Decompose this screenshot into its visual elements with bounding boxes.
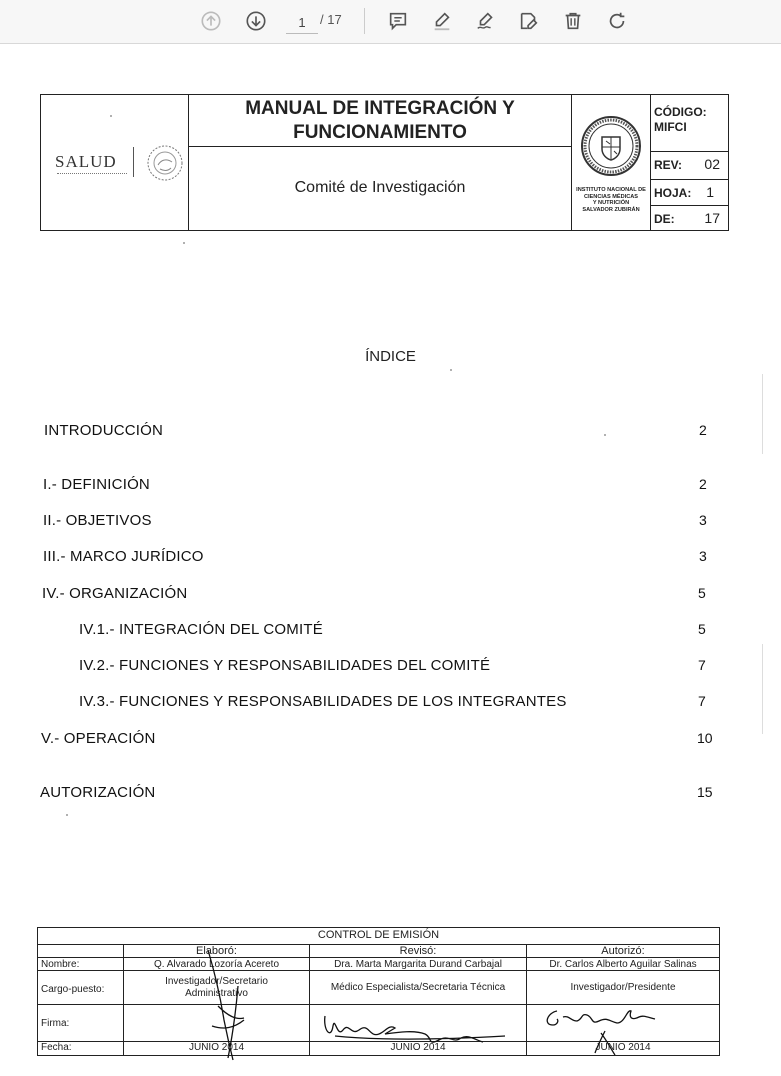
institution-line: Y NUTRICIÓN (592, 200, 630, 206)
toc-entry[interactable]: IV.2.- FUNCIONES Y RESPONSABILIDADES DEL COMITÉ (79, 657, 491, 674)
title-line-2: FUNCIONAMIENTO (293, 122, 467, 143)
rev-label: REV: (654, 158, 683, 172)
institution-line: SALVADOR ZUBIRÁN (582, 206, 640, 213)
codigo-value: MIFCI (654, 120, 687, 134)
toc-entry[interactable]: IV.1.- INTEGRACIÓN DEL COMITÉ (79, 621, 323, 638)
scan-speck (183, 242, 185, 244)
salud-logo-text: SALUD (55, 152, 117, 171)
hoja-label: HOJA: (654, 186, 692, 200)
row-label-nombre: Nombre: (41, 959, 80, 970)
pdf-toolbar (0, 0, 781, 44)
signature-elaboro (198, 946, 258, 1064)
arrow-down-icon[interactable] (242, 7, 270, 35)
col-header-autorizo: Autorizó: (601, 945, 645, 957)
de-label: DE: (654, 212, 675, 226)
scan-speck (450, 369, 452, 371)
toc-entry[interactable]: II.- OBJETIVOS (43, 512, 152, 529)
row-label-fecha: Fecha: (41, 1042, 72, 1053)
date-reviso: JUNIO 2014 (390, 1042, 446, 1053)
hoja-row (651, 180, 728, 206)
toc-page: 15 (697, 784, 713, 800)
control-table (37, 927, 720, 1056)
signature-reviso (321, 1006, 521, 1046)
col-header-reviso: Revisó: (399, 945, 437, 957)
institution-cell (572, 95, 651, 230)
edit-text-icon[interactable] (515, 7, 543, 35)
name-reviso: Dra. Marta Margarita Durand Carbajal (334, 959, 502, 970)
toc-page: 10 (697, 730, 713, 746)
col-header-elaboro: Elaboró: (196, 945, 237, 957)
hoja-value: 1 (706, 184, 714, 200)
toc-entry[interactable]: III.- MARCO JURÍDICO (43, 548, 204, 565)
position-elaboro: Investigador/Secretario Administrativo (165, 976, 268, 999)
name-elaboro: Q. Alvarado Lozoría Acereto (153, 959, 280, 970)
table-line (38, 957, 719, 958)
signature-autorizo (543, 1003, 673, 1055)
rev-row (651, 152, 728, 180)
de-row (651, 206, 728, 230)
toc-entry[interactable]: I.- DEFINICIÓN (43, 476, 150, 493)
position-reviso: Médico Especialista/Secretaria Técnica (330, 982, 506, 993)
codigo-row (651, 95, 728, 152)
logo-divider (133, 147, 134, 177)
control-title: CONTROL DE EMISIÓN (317, 929, 440, 941)
title-cell (189, 95, 572, 230)
scan-speck (66, 814, 68, 816)
highlight-icon[interactable] (428, 7, 456, 35)
toc-page: 7 (698, 693, 706, 709)
toc-entry[interactable]: IV.- ORGANIZACIÓN (42, 585, 188, 602)
document-header (40, 94, 729, 231)
mexico-seal-icon (145, 143, 185, 183)
redo-icon[interactable] (603, 7, 631, 35)
document-subtitle: Comité de Investigación (294, 179, 466, 196)
de-value: 17 (704, 210, 720, 226)
scan-edge (762, 374, 763, 454)
date-autorizo: JUNIO 2014 (595, 1042, 651, 1053)
institution-seal-icon (580, 107, 642, 185)
toc-entry[interactable]: INTRODUCCIÓN (44, 422, 164, 439)
row-label-cargo: Cargo-puesto: (41, 984, 105, 995)
arrow-up-icon[interactable] (197, 7, 225, 35)
toc-page: 3 (699, 512, 707, 528)
toc-page: 7 (698, 657, 706, 673)
delete-icon[interactable] (559, 7, 587, 35)
codigo-label: CÓDIGO: (654, 105, 707, 119)
toc-entry[interactable]: AUTORIZACIÓN (40, 784, 156, 801)
date-elaboro: JUNIO 2014 (188, 1042, 245, 1053)
scan-edge (762, 644, 763, 734)
toc-page: 5 (698, 585, 706, 601)
salud-logo-cell (41, 95, 189, 230)
institution-name (574, 187, 648, 213)
title-divider (189, 146, 571, 147)
toolbar-divider (364, 8, 365, 34)
row-label-firma: Firma: (41, 1018, 70, 1029)
title-line-1: MANUAL DE INTEGRACIÓN Y (245, 98, 515, 119)
toc-page: 5 (698, 621, 706, 637)
table-line (38, 970, 719, 971)
toc-page: 2 (699, 476, 707, 492)
toc-entry[interactable]: IV.3.- FUNCIONES Y RESPONSABILIDADES DE LOS INTEGRANTES (79, 693, 567, 710)
toc-entry[interactable]: V.- OPERACIÓN (41, 730, 156, 747)
position-autorizo: Investigador/Presidente (570, 982, 676, 993)
page-total: / 17 (320, 12, 342, 27)
institution-line: CIENCIAS MÉDICAS (583, 193, 639, 200)
document-page (0, 44, 781, 1076)
scan-speck (110, 115, 112, 117)
toc-page: 2 (699, 422, 707, 438)
document-title (189, 97, 571, 145)
page-number-input[interactable] (286, 11, 318, 34)
name-autorizo: Dr. Carlos Alberto Aguilar Salinas (549, 959, 697, 970)
sign-icon[interactable] (472, 7, 500, 35)
toc-page: 3 (699, 548, 707, 564)
institution-line: INSTITUTO NACIONAL DE (576, 187, 646, 193)
index-heading: ÍNDICE (365, 348, 416, 365)
scan-speck (604, 434, 606, 436)
comment-icon[interactable] (384, 7, 412, 35)
rev-value: 02 (704, 156, 720, 172)
logo-underline (57, 173, 127, 176)
document-meta-cell (651, 95, 728, 230)
